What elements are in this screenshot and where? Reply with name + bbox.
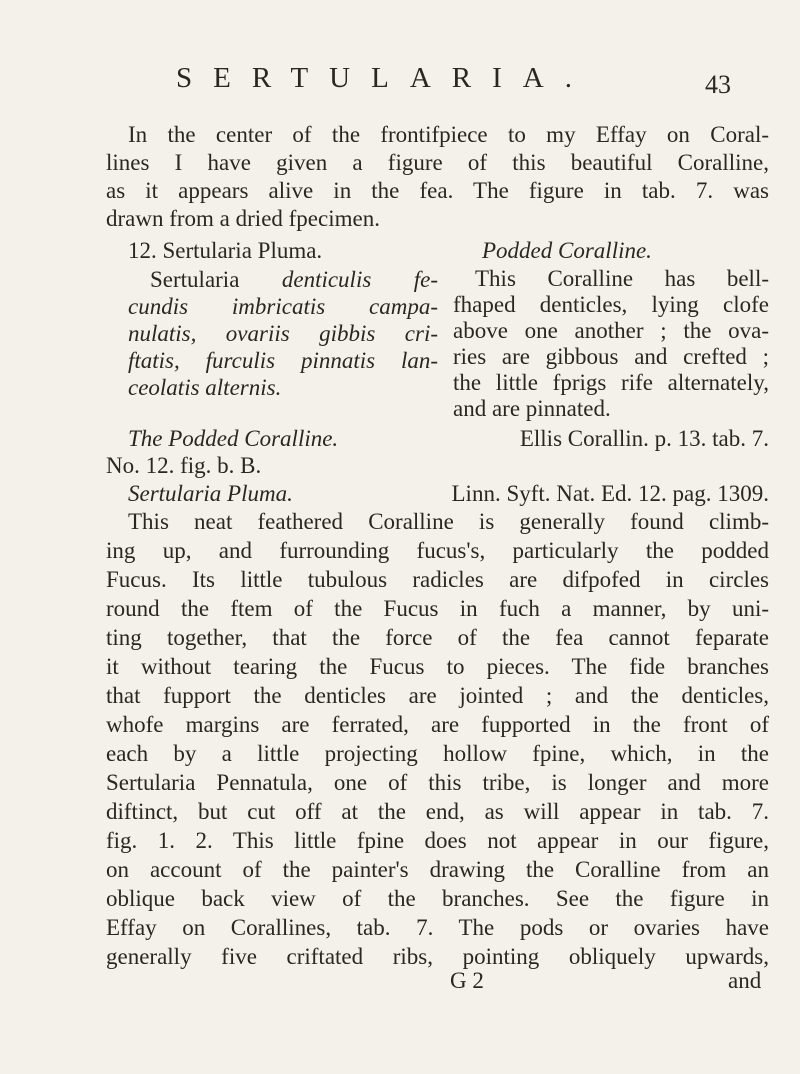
reference-ellis-name: The Podded Coralline.: [128, 426, 339, 451]
intro-line: drawn from a dried fpecimen.: [106, 206, 380, 231]
body-line: round the ftem of the Fucus in fuch a manner, by uni-: [106, 596, 769, 621]
reference-ellis-cont: No. 12. fig. b. B.: [106, 453, 262, 478]
english-line: ries are gibbous and crefted ;: [453, 344, 769, 369]
body-line: that fupport the denticles are jointed ; and the denticles,: [106, 683, 769, 708]
intro-line: lines I have given a figure of this beautiful Coralline,: [106, 150, 769, 175]
body-line: This neat feathered Coralline is generally found climb-: [128, 509, 769, 534]
body-line: ing up, and furrounding fucus's, particularly the podded: [106, 538, 769, 563]
body-line: Effay on Corallines, tab. 7. The pods or ovaries have: [106, 915, 769, 940]
latin-description: [128, 266, 438, 401]
body-line: fig. 1. 2. This little fpine does not appear in our figure,: [106, 828, 769, 853]
english-line: the little fprigs rife alternately,: [453, 370, 769, 395]
running-title: SERTULARIA.: [176, 62, 593, 94]
body-line: diftinct, but cut off at the end, as will appear in tab. 7.: [106, 799, 769, 824]
page-number: 43: [705, 70, 731, 99]
intro-line: as it appears alive in the fea. The figure in tab. 7. was: [106, 178, 769, 203]
english-line: This Coralline has bell-: [475, 266, 769, 291]
body-line: whofe margins are ferrated, are fupported in the front of: [106, 712, 769, 737]
latin-line: ceolatis alternis.: [128, 375, 282, 400]
body-line: oblique back view of the branches. See the figure in: [106, 886, 769, 911]
body-line: each by a little projecting hollow fpine, which, in the: [106, 741, 769, 766]
latin-line: Sertularia denticulis fe-: [150, 267, 438, 292]
reference-linn-name: Sertularia Pluma.: [128, 481, 293, 506]
entry-number-heading: 12. Sertularia Pluma.: [128, 238, 323, 263]
body-line: it without tearing the Fucus to pieces. The fide branches: [106, 654, 769, 679]
entry-common-heading: Podded Coralline.: [482, 238, 652, 263]
english-line: above one another ; the ova-: [453, 318, 769, 343]
intro-line: In the center of the frontifpiece to my Effay on Coral-: [128, 122, 769, 147]
latin-line: ftatis, furculis pinnatis lan-: [128, 348, 438, 373]
reference-ellis: [128, 424, 769, 453]
latin-line-rest: denticulis fe-: [281, 267, 438, 292]
body-line: ting together, that the force of the fea cannot feparate: [106, 625, 769, 650]
english-description: [453, 266, 769, 422]
english-line: and are pinnated.: [453, 396, 611, 421]
english-line: fhaped denticles, lying clofe: [453, 292, 769, 317]
latin-line: cundis imbricatis campa-: [128, 294, 438, 319]
body-line: on account of the painter's drawing the Coralline from an: [106, 857, 769, 882]
signature-mark: G 2: [450, 968, 484, 993]
reference-ellis-rest: Ellis Corallin. p. 13. tab. 7.: [519, 426, 769, 451]
reference-linn: [128, 479, 769, 508]
catchword: and: [728, 968, 762, 993]
reference-linn-rest: Linn. Syft. Nat. Ed. 12. pag. 1309.: [451, 481, 769, 506]
body-line: generally five criftated ribs, pointing obliquely upwards,: [106, 944, 769, 969]
latin-line: nulatis, ovariis gibbis cri-: [128, 321, 438, 346]
body-line: Sertularia Pennatula, one of this tribe, is longer and more: [106, 770, 769, 795]
body-line: Fucus. Its little tubulous radicles are difpofed in circles: [106, 567, 769, 592]
